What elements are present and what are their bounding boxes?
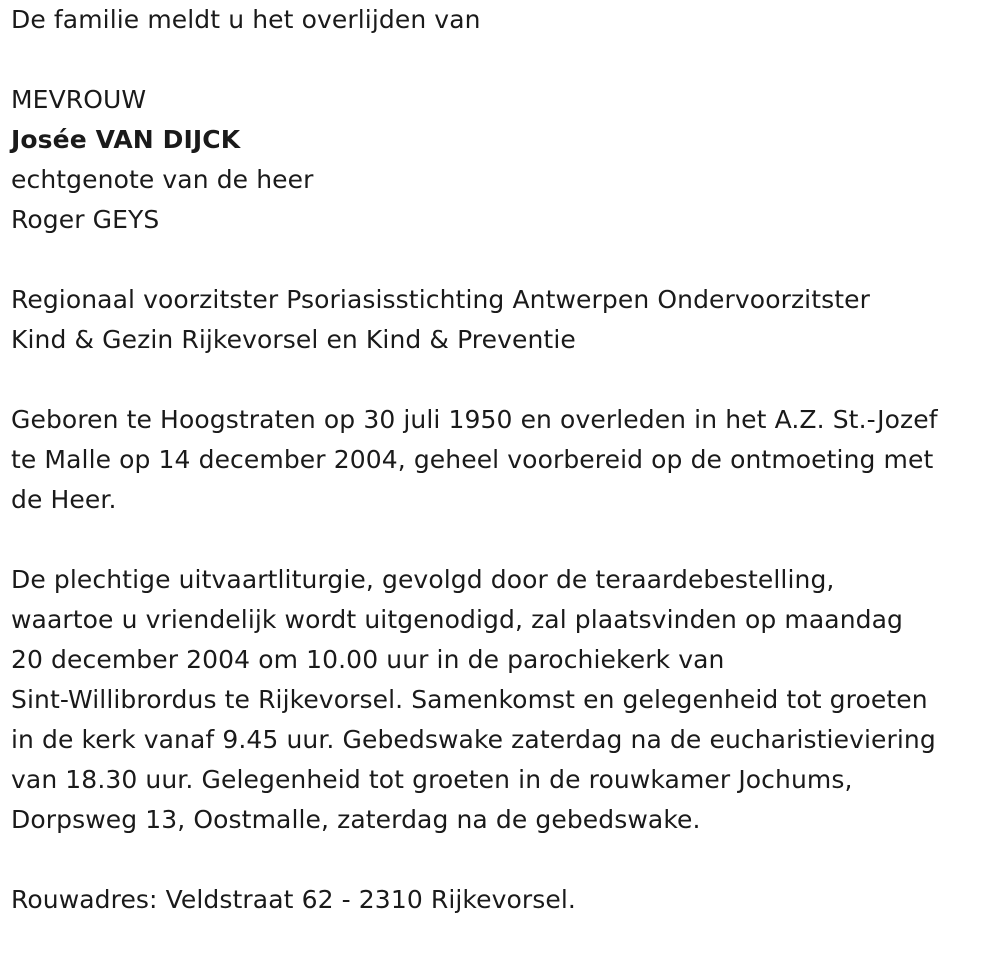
obituary-notice [11, 0, 996, 920]
roles-line: Regionaal voorzitster Psoriasisstichting Antwerpen Ondervoorzitster [11, 285, 871, 314]
birth-death-line: de Heer. [11, 485, 117, 514]
intro-text: De familie meldt u het overlijden van [11, 5, 481, 34]
birth-death-line: te Malle op 14 december 2004, geheel voorbereid op de ontmoeting met [11, 445, 934, 474]
relation-text: echtgenote van de heer [11, 165, 314, 194]
spacer [11, 360, 996, 400]
roles-line: Kind & Gezin Rijkevorsel en Kind & Preventie [11, 325, 576, 354]
mourning-address: Rouwadres: Veldstraat 62 - 2310 Rijkevorsel. [11, 885, 576, 914]
spacer [11, 520, 996, 560]
birth-death-paragraph [11, 400, 996, 520]
spouse-name: Roger GEYS [11, 205, 160, 234]
deceased-name: Josée VAN DIJCK [11, 125, 241, 154]
spacer [11, 40, 996, 80]
funeral-paragraph [11, 560, 996, 840]
birth-death-line: Geboren te Hoogstraten op 30 juli 1950 en overleden in het A.Z. St.-Jozef [11, 405, 938, 434]
spacer [11, 840, 996, 880]
spacer [11, 240, 996, 280]
roles-paragraph [11, 280, 996, 360]
funeral-line: De plechtige uitvaartliturgie, gevolgd door de teraardebestelling, [11, 565, 835, 594]
funeral-line: Sint-Willibrordus te Rijkevorsel. Samenkomst en gelegenheid tot groeten [11, 685, 928, 714]
funeral-line: van 18.30 uur. Gelegenheid tot groeten in de rouwkamer Jochums, [11, 765, 853, 794]
funeral-line: 20 december 2004 om 10.00 uur in de parochiekerk van [11, 645, 725, 674]
salutation: MEVROUW [11, 85, 147, 114]
funeral-line: waartoe u vriendelijk wordt uitgenodigd, zal plaatsvinden op maandag [11, 605, 904, 634]
funeral-line: in de kerk vanaf 9.45 uur. Gebedswake zaterdag na de eucharistieviering [11, 725, 936, 754]
funeral-line: Dorpsweg 13, Oostmalle, zaterdag na de gebedswake. [11, 805, 701, 834]
